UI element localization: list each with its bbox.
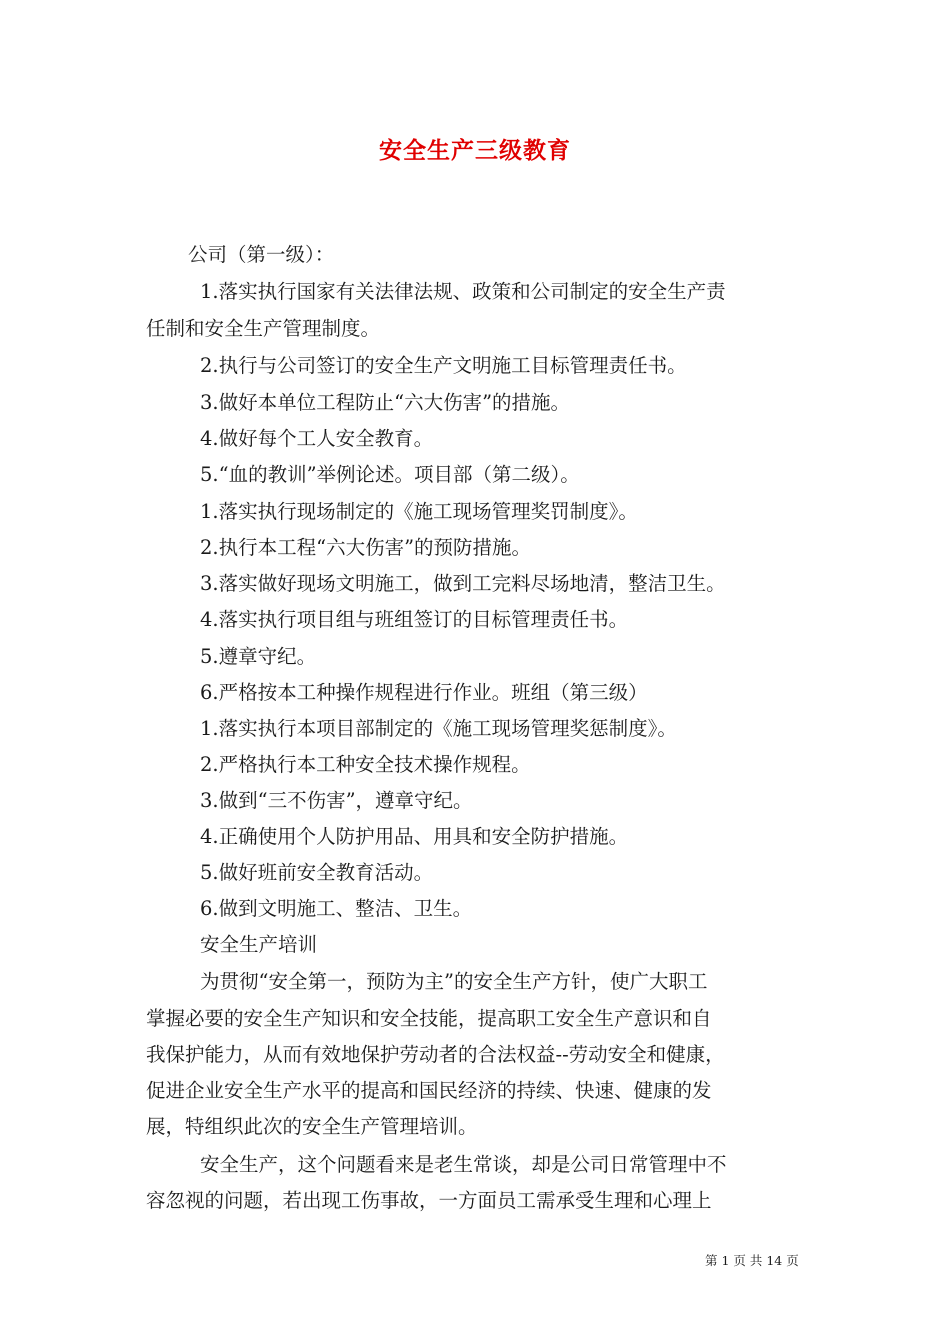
body-line: 2.执行与公司签订的安全生产文明施工目标管理责任书。 xyxy=(200,354,687,377)
body-line: 4.做好每个工人安全教育。 xyxy=(200,427,434,450)
body-line: 2.严格执行本工种安全技术操作规程。 xyxy=(200,753,531,776)
body-line: 5.做好班前安全教育活动。 xyxy=(200,861,434,884)
body-line: 4.落实执行项目组与班组签订的目标管理责任书。 xyxy=(200,608,629,631)
body-line: 3.做到“三不伤害”，遵章守纪。 xyxy=(200,789,473,812)
body-line: 容忽视的问题，若出现工伤事故，一方面员工需承受生理和心理上 xyxy=(146,1189,712,1212)
page-number: 第 1 页 共 14 页 xyxy=(705,1253,799,1268)
document-title: 安全生产三级教育 xyxy=(379,137,571,164)
body-line: 任制和安全生产管理制度。 xyxy=(146,317,381,340)
body-line: 促进企业安全生产水平的提高和国民经济的持续、快速、健康的发 xyxy=(146,1079,712,1102)
body-line: 6.做到文明施工、整洁、卫生。 xyxy=(200,897,473,920)
body-line: 为贯彻“安全第一，预防为主”的安全生产方针，使广大职工 xyxy=(200,970,708,993)
body-line: 5.遵章守纪。 xyxy=(200,645,317,668)
body-line: 1.落实执行国家有关法律法规、政策和公司制定的安全生产责 xyxy=(200,280,726,303)
body-line: 公司（第一级）： xyxy=(188,243,335,266)
body-line: 3.落实做好现场文明施工，做到工完料尽场地清，整洁卫生。 xyxy=(200,572,726,595)
body-line: 我保护能力，从而有效地保护劳动者的合法权益--劳动安全和健康， xyxy=(146,1043,725,1066)
body-line: 6.严格按本工种操作规程进行作业。班组（第三级） xyxy=(200,681,648,704)
body-line: 掌握必要的安全生产知识和安全技能，提高职工安全生产意识和自 xyxy=(146,1007,712,1030)
body-line: 2.执行本工程“六大伤害”的预防措施。 xyxy=(200,536,532,559)
body-line: 安全生产，这个问题看来是老生常谈，却是公司日常管理中不 xyxy=(200,1153,727,1176)
body-line: 4.正确使用个人防护用品、用具和安全防护措施。 xyxy=(200,825,629,848)
body-line: 5.“血的教训”举例论述。项目部（第二级）。 xyxy=(200,463,580,486)
body-line: 展，特组织此次的安全生产管理培训。 xyxy=(146,1115,478,1138)
section-heading: 安全生产培训 xyxy=(200,933,318,956)
body-line: 3.做好本单位工程防止“六大伤害”的措施。 xyxy=(200,391,571,414)
body-line: 1.落实执行本项目部制定的《施工现场管理奖惩制度》。 xyxy=(200,717,677,740)
body-line: 1.落实执行现场制定的《施工现场管理奖罚制度》。 xyxy=(200,500,638,523)
